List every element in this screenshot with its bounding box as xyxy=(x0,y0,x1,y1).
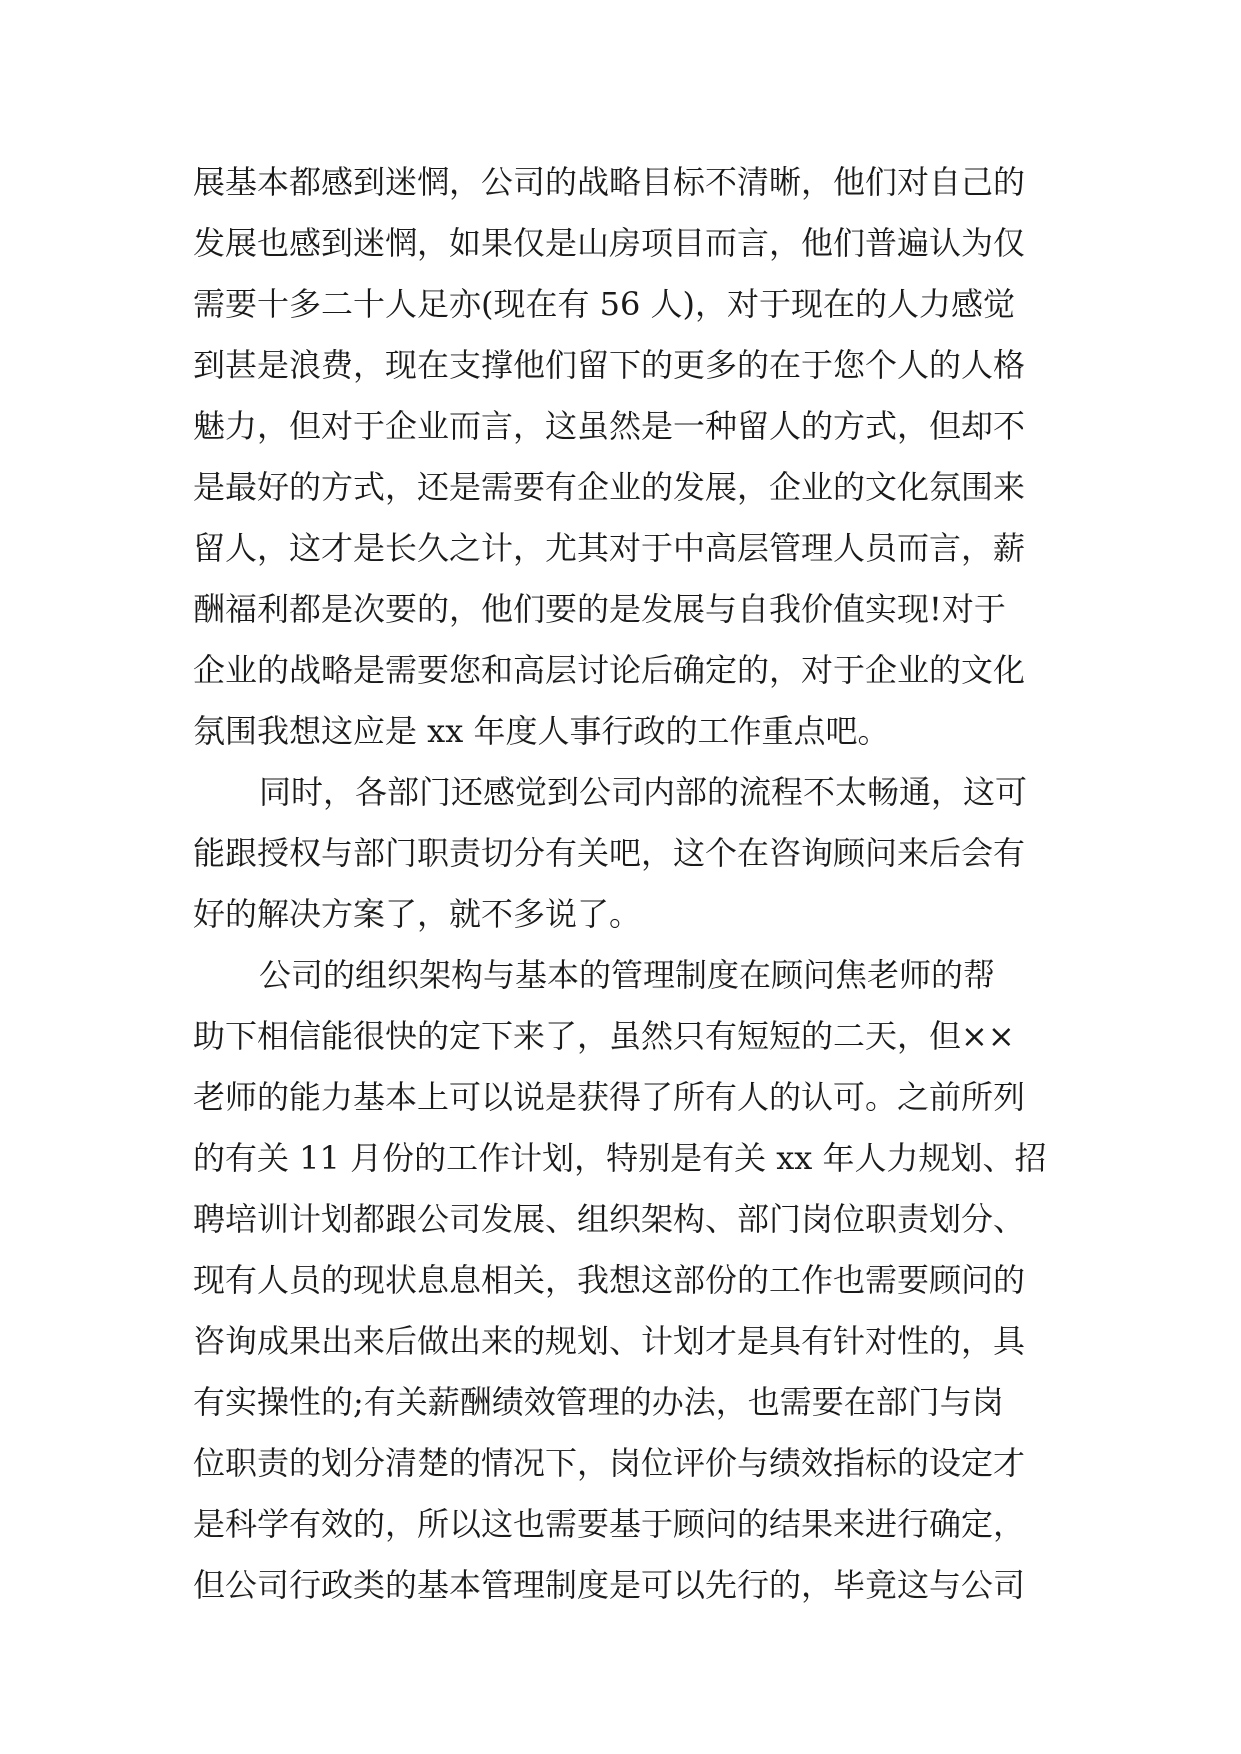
text-line: 酬福利都是次要的，他们要的是发展与自我价值实现!对于 xyxy=(193,590,1006,628)
text-line: 魅力，但对于企业而言，这虽然是一种留人的方式，但却不 xyxy=(193,407,1026,445)
text-line: 展基本都感到迷惘，公司的战略目标不清晰，他们对自己的 xyxy=(193,163,1026,201)
text-line: 位职责的划分清楚的情况下，岗位评价与绩效指标的设定才 xyxy=(193,1444,1026,1482)
text-line: 发展也感到迷惘，如果仅是山房项目而言，他们普遍认为仅 xyxy=(193,224,1026,262)
text-line: 有实操性的;有关薪酬绩效管理的办法，也需要在部门与岗 xyxy=(193,1383,1004,1421)
text-line: 助下相信能很快的定下来了，虽然只有短短的二天，但×× xyxy=(193,1017,1015,1055)
text-line: 的有关 11 月份的工作计划，特别是有关 xx 年人力规划、招 xyxy=(193,1139,1047,1177)
text-line: 老师的能力基本上可以说是获得了所有人的认可。之前所列 xyxy=(193,1078,1026,1116)
text-line: 是科学有效的，所以这也需要基于顾问的结果来进行确定， xyxy=(193,1505,1026,1543)
text-line: 能跟授权与部门职责切分有关吧，这个在咨询顾问来后会有 xyxy=(193,834,1026,872)
text-line: 需要十多二十人足亦(现在有 56 人)，对于现在的人力感觉 xyxy=(193,285,1016,323)
text-line: 企业的战略是需要您和高层讨论后确定的，对于企业的文化 xyxy=(193,651,1026,689)
text-line: 聘培训计划都跟公司发展、组织架构、部门岗位职责划分、 xyxy=(193,1200,1026,1238)
paragraph-first-line: 公司的组织架构与基本的管理制度在顾问焦老师的帮 xyxy=(259,956,996,994)
text-line: 到甚是浪费，现在支撑他们留下的更多的在于您个人的人格 xyxy=(193,346,1026,384)
text-line: 现有人员的现状息息相关，我想这部份的工作也需要顾问的 xyxy=(193,1261,1026,1299)
text-line: 留人，这才是长久之计，尤其对于中高层管理人员而言，薪 xyxy=(193,529,1026,567)
paragraph-first-line: 同时，各部门还感觉到公司内部的流程不太畅通，这可 xyxy=(259,773,1028,811)
text-line: 但公司行政类的基本管理制度是可以先行的，毕竟这与公司 xyxy=(193,1566,1026,1604)
text-line: 好的解决方案了，就不多说了。 xyxy=(193,895,642,933)
document-body xyxy=(193,152,1073,1616)
text-line: 氛围我想这应是 xx 年度人事行政的工作重点吧。 xyxy=(193,712,890,750)
text-line: 是最好的方式，还是需要有企业的发展，企业的文化氛围来 xyxy=(193,468,1026,506)
text-line: 咨询成果出来后做出来的规划、计划才是具有针对性的，具 xyxy=(193,1322,1026,1360)
